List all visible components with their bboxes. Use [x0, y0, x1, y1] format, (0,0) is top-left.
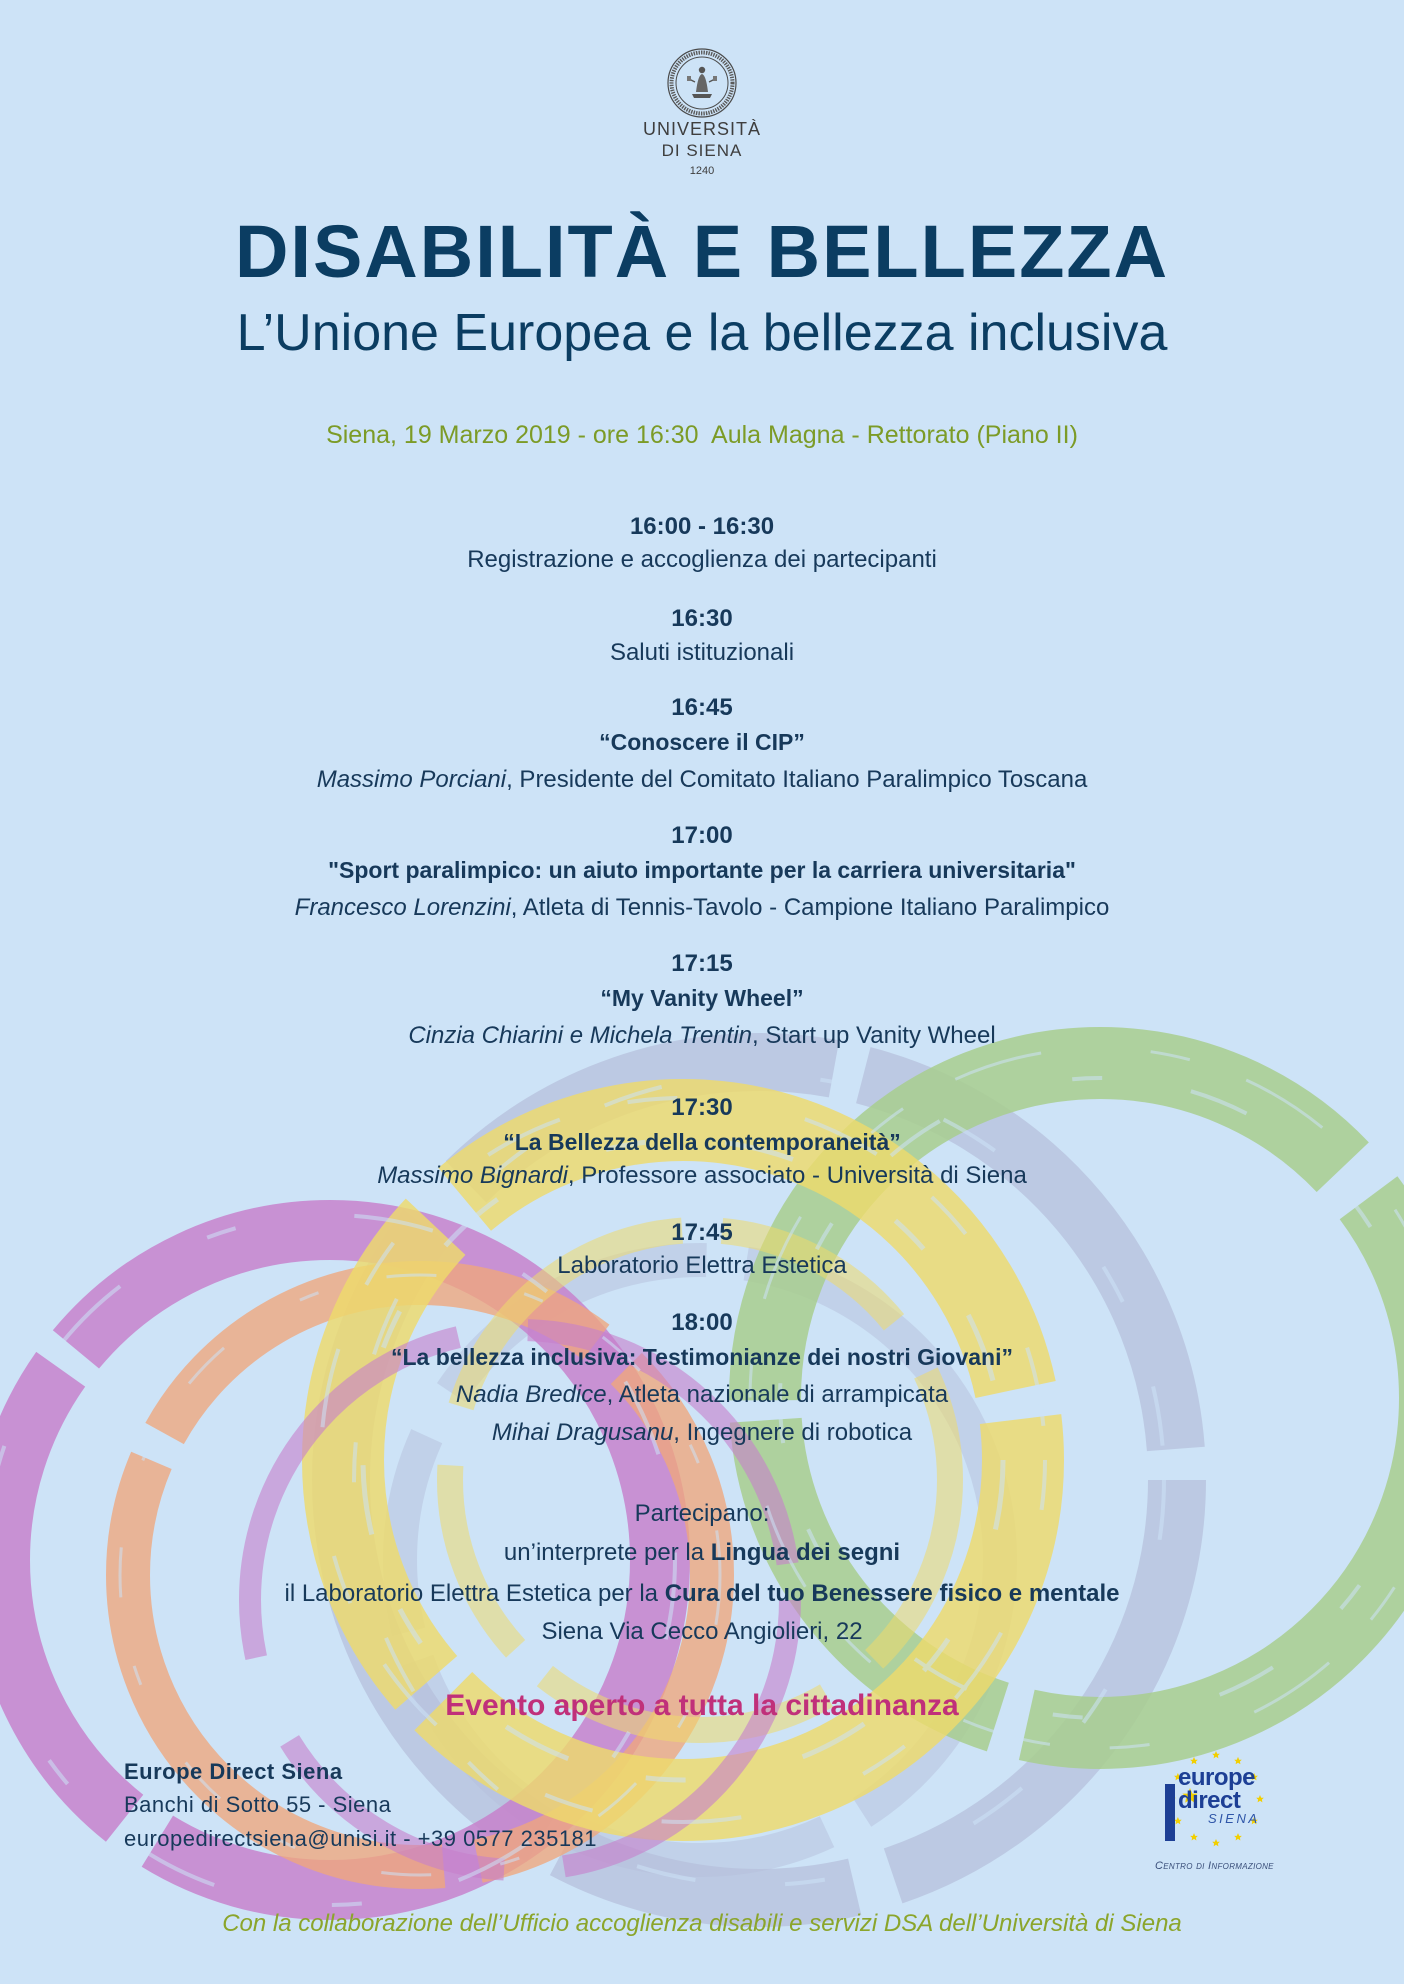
program-talk-title: “Conoscere il CIP”	[599, 729, 805, 755]
logo-word-direct: direct	[1178, 1787, 1241, 1814]
university-seal-icon	[665, 46, 739, 120]
speaker-name: Massimo Porciani	[316, 766, 507, 793]
speaker-role: , Atleta nazionale di arrampicata	[606, 1381, 949, 1408]
university-name: UNIVERSITÀ	[642, 119, 762, 139]
program-speaker	[0, 894, 1404, 922]
participants-text: un’interprete per la	[503, 1539, 711, 1566]
event-date-venue: Siena, 19 Marzo 2019 - ore 16:30 Aula Magna - Rettorato (Piano II)	[326, 421, 1078, 449]
speaker-name: Cinzia Chiarini e Michela Trentin	[408, 1022, 752, 1049]
speaker-name: Mihai Dragusanu	[491, 1419, 674, 1446]
program-speaker	[0, 1381, 1404, 1409]
program-talk-title: “La Bellezza della contemporaneità”	[503, 1129, 901, 1155]
program-description: Saluti istituzionali	[609, 639, 795, 666]
speaker-role: , Ingegnere di robotica	[673, 1419, 913, 1446]
program-talk-title: "Sport paralimpico: un aiuto importante per la carriera universitaria"	[328, 857, 1076, 883]
participants-highlight: Lingua dei segni	[710, 1539, 901, 1566]
collaboration-credit: Con la collaborazione dell’Ufficio accoglienza disabili e servizi DSA dell’Università di Siena	[222, 1910, 1182, 1937]
participants-highlight: Cura del tuo Benessere fisico e mentale	[664, 1580, 1120, 1607]
university-founding-year: 1240	[689, 165, 715, 177]
participants-text: il Laboratorio Elettra Estetica per la	[284, 1580, 665, 1607]
logo-city: SIENA	[1208, 1811, 1260, 1826]
program-time: 17:45	[671, 1219, 733, 1246]
participants-item	[0, 1539, 1404, 1567]
speaker-role: , Presidente del Comitato Italiano Paralimpico Toscana	[506, 766, 1088, 793]
contact-organization: Europe Direct Siena	[124, 1759, 343, 1784]
contact-address: Banchi di Sotto 55 - Siena	[124, 1792, 392, 1817]
speaker-name: Francesco Lorenzini	[294, 894, 511, 921]
speaker-role: , Start up Vanity Wheel	[752, 1022, 996, 1049]
participants-item	[0, 1580, 1404, 1608]
program-time: 17:00	[671, 822, 733, 849]
program-talk-title: “La bellezza inclusiva: Testimonianze dei nostri Giovani”	[391, 1344, 1013, 1370]
participants-address: Siena Via Cecco Angiolieri, 22	[541, 1618, 863, 1645]
contact-email-phone: europedirectsiena@unisi.it - +39 0577 235181	[124, 1826, 598, 1851]
speaker-name: Nadia Bredice	[455, 1381, 607, 1408]
participants-heading: Partecipano:	[634, 1500, 770, 1527]
speaker-name: Massimo Bignardi	[377, 1162, 568, 1189]
program-speaker	[0, 1162, 1404, 1190]
program-description: Laboratorio Elettra Estetica	[557, 1252, 847, 1279]
logo-tagline: Centro di Informazione	[1155, 1860, 1274, 1872]
event-subtitle: L’Unione Europea e la bellezza inclusiva	[236, 304, 1168, 362]
speaker-role: , Professore associato - Università di Siena	[567, 1162, 1027, 1189]
logo-word-europe: europe	[1178, 1764, 1256, 1791]
program-description: Registrazione e accoglienza dei partecipanti	[467, 546, 937, 573]
speaker-role: , Atleta di Tennis-Tavolo - Campione Italiano Paralimpico	[510, 894, 1110, 921]
program-speaker	[0, 1419, 1404, 1447]
program-time: 16:00 - 16:30	[629, 513, 775, 540]
university-city: DI SIENA	[661, 141, 743, 160]
program-time: 17:30	[671, 1094, 733, 1121]
event-title: DISABILITÀ E BELLEZZA	[234, 210, 1170, 293]
europe-direct-logo	[1150, 1748, 1275, 1876]
program-time: 16:30	[671, 605, 733, 632]
program-time: 17:15	[671, 950, 733, 977]
program-time: 18:00	[671, 1309, 733, 1336]
program-time: 16:45	[671, 694, 733, 721]
program-talk-title: “My Vanity Wheel”	[600, 985, 804, 1011]
program-speaker	[0, 1022, 1404, 1050]
open-event-notice: Evento aperto a tutta la cittadinanza	[445, 1689, 959, 1722]
program-speaker	[0, 766, 1404, 794]
